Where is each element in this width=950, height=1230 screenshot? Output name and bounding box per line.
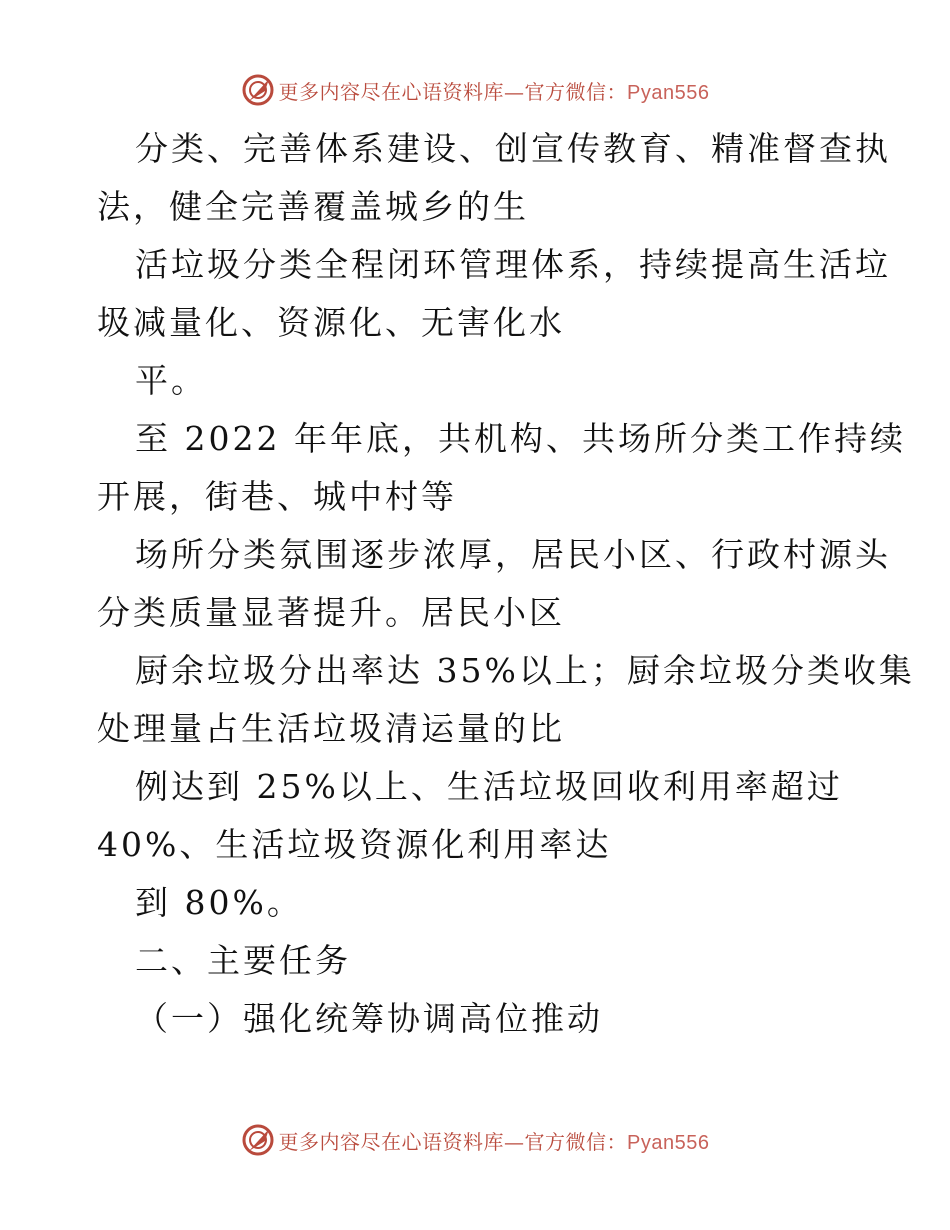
text-line: 厨余垃圾分出率达 35%以上；厨余垃圾分类收集 [135, 651, 915, 690]
text-line: 例达到 25%以上、生活垃圾回收利用率超过 [135, 767, 843, 806]
text-line: 开展，街巷、城中村等 [97, 477, 457, 516]
watermark-text: 更多内容尽在心语资料库—官方微信：Pyan556 [278, 1129, 710, 1154]
footer-watermark-banner [0, 1120, 950, 1160]
document-body [97, 120, 915, 1048]
text-line: 活垃圾分类全程闭环管理体系，持续提高生活垃 [135, 245, 891, 284]
text-line: 平。 [135, 361, 207, 400]
text-line: 到 80%。 [135, 883, 303, 922]
header-watermark-banner [0, 70, 950, 110]
text-line: 40%、生活垃圾资源化利用率达 [97, 825, 612, 864]
text-line: 二、主要任务 [135, 941, 351, 980]
text-line: 至 2022 年年底，共机构、共场所分类工作持续 [135, 419, 906, 458]
text-line: 法，健全完善覆盖城乡的生 [97, 187, 529, 226]
text-line: 场所分类氛围逐步浓厚，居民小区、行政村源头 [135, 535, 891, 574]
text-line: 分类、完善体系建设、创宣传教育、精准督查执 [135, 129, 891, 168]
text-line: （一）强化统筹协调高位推动 [135, 999, 603, 1038]
watermark-text: 更多内容尽在心语资料库—官方微信：Pyan556 [278, 79, 710, 104]
text-line: 圾减量化、资源化、无害化水 [97, 303, 565, 342]
quill-logo-icon [241, 73, 275, 107]
quill-logo-icon [241, 1123, 275, 1157]
text-line: 处理量占生活垃圾清运量的比 [97, 709, 565, 748]
text-line: 分类质量显著提升。居民小区 [97, 593, 565, 632]
